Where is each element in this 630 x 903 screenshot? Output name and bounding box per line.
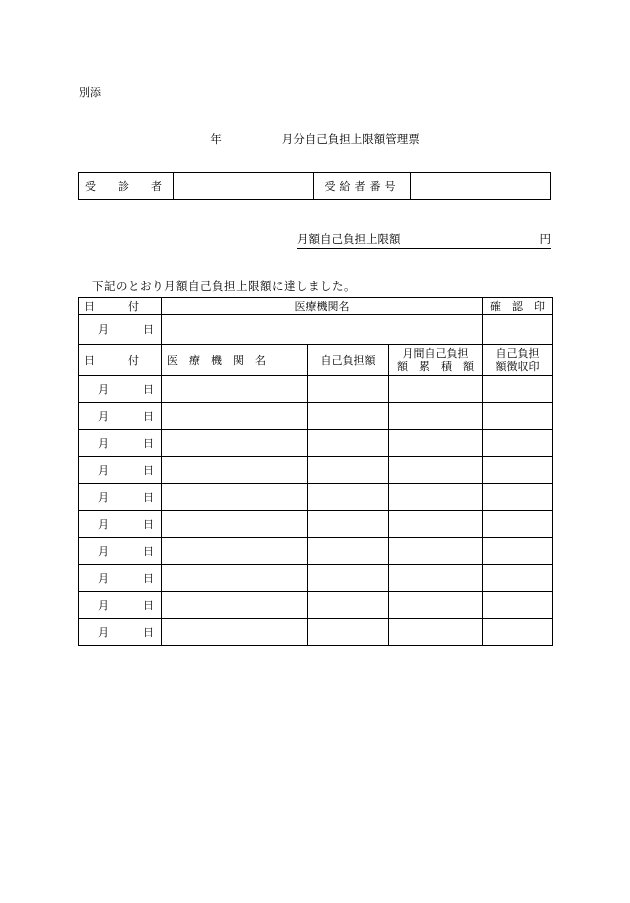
row-institution-cell[interactable] [162, 403, 308, 430]
institution-header: 医療機関名 [162, 298, 483, 315]
row-institution-cell[interactable] [162, 538, 308, 565]
row-date-cell[interactable]: 月 日 [79, 565, 162, 592]
monthly-limit-label: 月額自己負担上限額 [297, 232, 401, 246]
row-date-cell[interactable]: 月 日 [79, 457, 162, 484]
row-copay-cell[interactable] [308, 538, 389, 565]
row-copay-cell[interactable] [308, 565, 389, 592]
recipient-name-field[interactable] [174, 173, 314, 199]
row-copay-cell[interactable] [308, 511, 389, 538]
row-copay-cell[interactable] [308, 376, 389, 403]
row-stamp-cell[interactable] [483, 403, 553, 430]
row-date-cell[interactable]: 月 日 [79, 376, 162, 403]
table-row [79, 592, 553, 619]
row-stamp-cell[interactable] [483, 430, 553, 457]
copay-header: 自己負担額 [308, 345, 389, 376]
row-stamp-cell[interactable] [483, 511, 553, 538]
detail-date-header: 日 付 [79, 345, 162, 376]
monthly-limit-unit: 円 [539, 232, 551, 246]
row-institution-cell[interactable] [162, 457, 308, 484]
table-row [79, 619, 553, 646]
row-stamp-cell[interactable] [483, 538, 553, 565]
table-row [79, 430, 553, 457]
reached-date-cell[interactable]: 月 日 [79, 315, 162, 345]
table-row [79, 511, 553, 538]
recipient-table [78, 172, 551, 200]
table-row [79, 376, 553, 403]
row-date-cell[interactable]: 月 日 [79, 538, 162, 565]
table-row [79, 565, 553, 592]
row-institution-cell[interactable] [162, 511, 308, 538]
row-copay-cell[interactable] [308, 619, 389, 646]
reached-statement: 下記のとおり月額自己負担上限額に達しました。 [92, 279, 356, 293]
row-date-cell[interactable]: 月 日 [79, 430, 162, 457]
row-cumulative-cell[interactable] [389, 565, 483, 592]
row-cumulative-cell[interactable] [389, 511, 483, 538]
row-copay-cell[interactable] [308, 430, 389, 457]
row-stamp-cell[interactable] [483, 457, 553, 484]
row-institution-cell[interactable] [162, 484, 308, 511]
row-cumulative-cell[interactable] [389, 430, 483, 457]
row-cumulative-cell[interactable] [389, 619, 483, 646]
row-stamp-cell[interactable] [483, 484, 553, 511]
row-stamp-cell[interactable] [483, 592, 553, 619]
reached-institution-cell[interactable] [162, 315, 483, 345]
row-institution-cell[interactable] [162, 376, 308, 403]
row-cumulative-cell[interactable] [389, 403, 483, 430]
recipient-number-field[interactable] [411, 173, 550, 199]
row-date-cell[interactable]: 月 日 [79, 592, 162, 619]
row-institution-cell[interactable] [162, 592, 308, 619]
row-stamp-cell[interactable] [483, 565, 553, 592]
table-row [79, 403, 553, 430]
row-copay-cell[interactable] [308, 403, 389, 430]
table-row [79, 484, 553, 511]
recipient-label: 受 診 者 [79, 173, 174, 199]
row-institution-cell[interactable] [162, 430, 308, 457]
row-date-cell[interactable]: 月 日 [79, 619, 162, 646]
row-copay-cell[interactable] [308, 592, 389, 619]
row-stamp-cell[interactable] [483, 619, 553, 646]
management-table [78, 297, 553, 646]
row-copay-cell[interactable] [308, 457, 389, 484]
date-header: 日 付 [79, 298, 162, 315]
detail-institution-header: 医 療 機 関 名 [162, 345, 308, 376]
row-institution-cell[interactable] [162, 565, 308, 592]
row-cumulative-cell[interactable] [389, 484, 483, 511]
row-date-cell[interactable]: 月 日 [79, 403, 162, 430]
recipient-number-label: 受給者番号 [314, 173, 411, 199]
attachment-label: 別添 [79, 86, 101, 99]
row-cumulative-cell[interactable] [389, 538, 483, 565]
form-title [0, 131, 630, 147]
title-text: 月分自己負担上限額管理票 [281, 132, 420, 146]
title-year: 年 [210, 132, 222, 146]
row-stamp-cell[interactable] [483, 376, 553, 403]
reached-confirm-cell[interactable] [483, 315, 553, 345]
row-cumulative-cell[interactable] [389, 457, 483, 484]
row-cumulative-cell[interactable] [389, 376, 483, 403]
table-row [79, 538, 553, 565]
row-institution-cell[interactable] [162, 619, 308, 646]
collect-stamp-header: 自己負担 額徴収印 [483, 345, 553, 376]
confirm-header: 確 認 印 [483, 298, 553, 315]
row-copay-cell[interactable] [308, 484, 389, 511]
row-cumulative-cell[interactable] [389, 592, 483, 619]
monthly-limit-line[interactable] [297, 231, 551, 249]
table-row [79, 457, 553, 484]
row-date-cell[interactable]: 月 日 [79, 484, 162, 511]
row-date-cell[interactable]: 月 日 [79, 511, 162, 538]
cumulative-header: 月間自己負担 額 累 積 額 [389, 345, 483, 376]
